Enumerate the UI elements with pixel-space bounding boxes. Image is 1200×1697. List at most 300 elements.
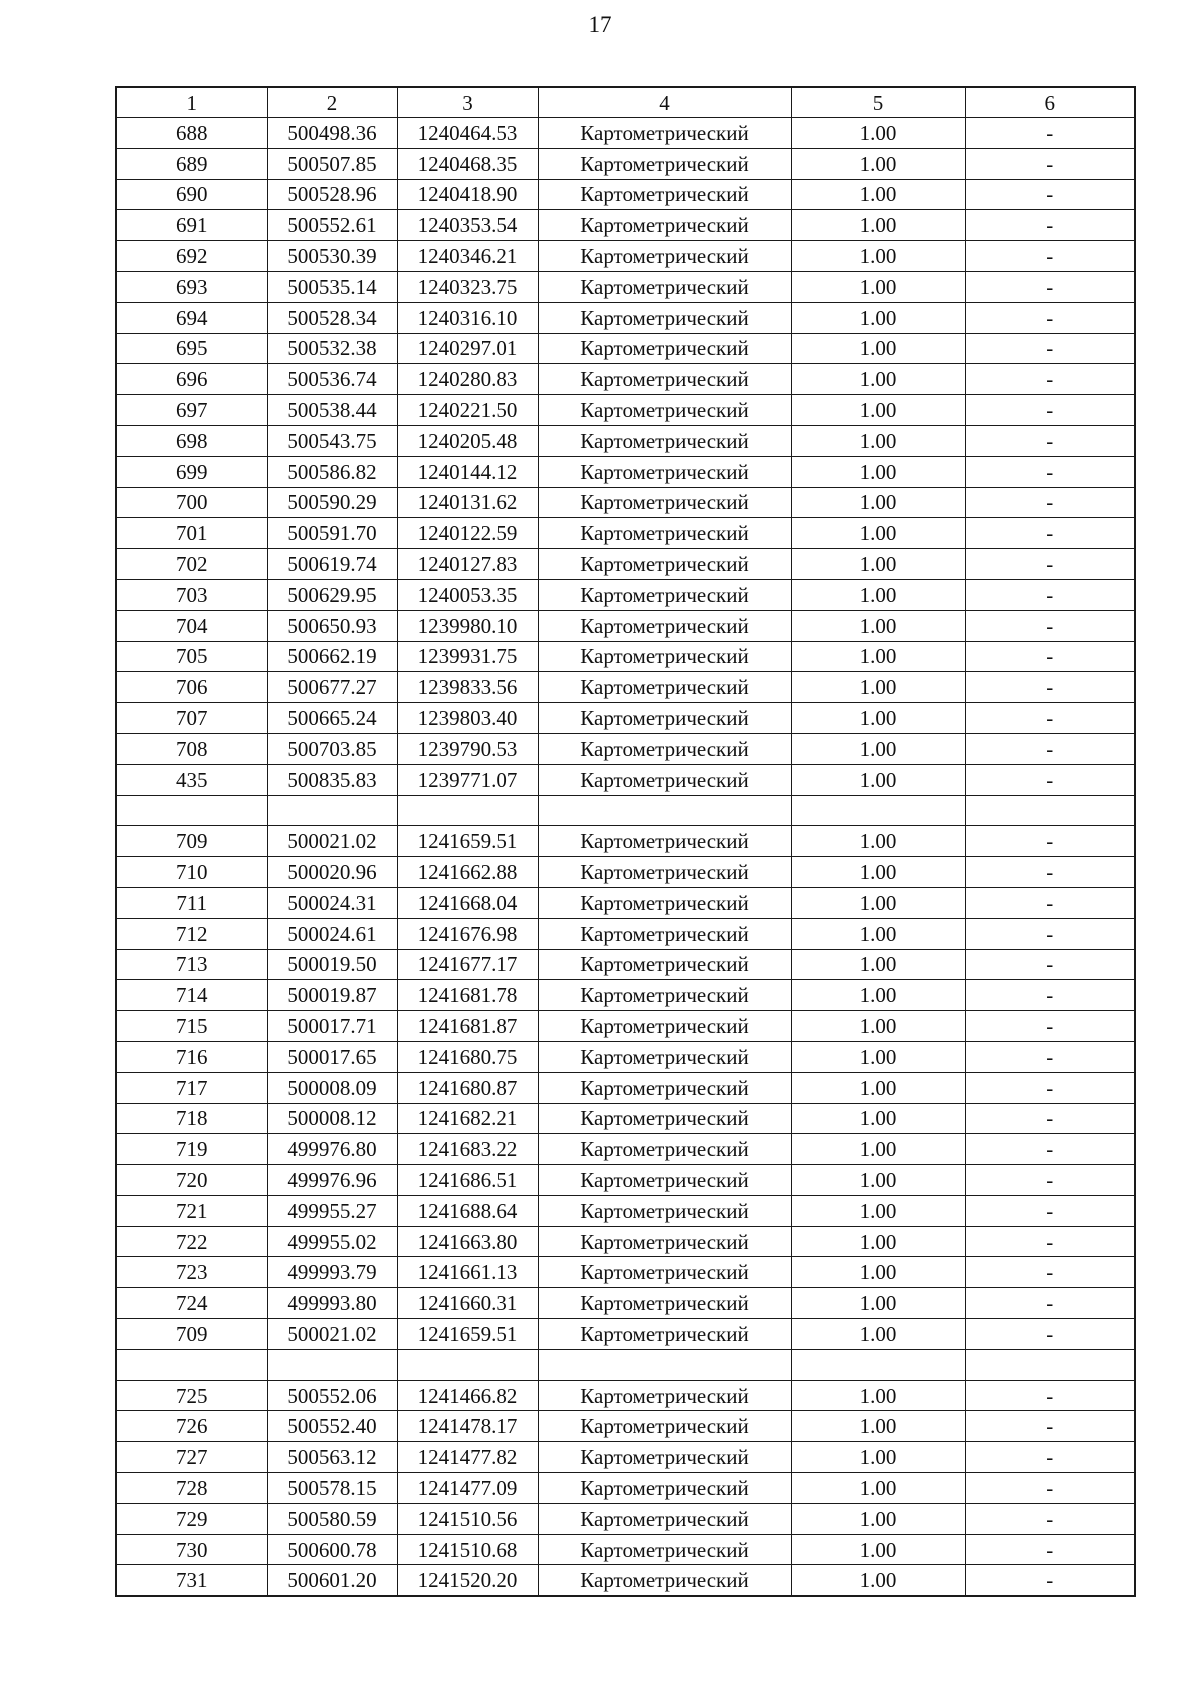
accuracy-cell: [791, 795, 965, 826]
x-coordinate-cell: 499976.80: [267, 1134, 397, 1165]
accuracy-cell: 1.00: [791, 179, 965, 210]
y-coordinate-cell: 1241688.64: [397, 1195, 538, 1226]
method-cell: Картометрический: [538, 395, 791, 426]
accuracy-cell: 1.00: [791, 1041, 965, 1072]
point-number-cell: 692: [116, 241, 267, 272]
accuracy-cell: 1.00: [791, 1257, 965, 1288]
method-cell: Картометрический: [538, 1165, 791, 1196]
accuracy-cell: 1.00: [791, 1195, 965, 1226]
y-coordinate-cell: 1241677.17: [397, 949, 538, 980]
description-cell: -: [965, 826, 1135, 857]
accuracy-cell: 1.00: [791, 764, 965, 795]
y-coordinate-cell: 1241676.98: [397, 918, 538, 949]
description-cell: -: [965, 1011, 1135, 1042]
accuracy-cell: 1.00: [791, 1534, 965, 1565]
accuracy-cell: 1.00: [791, 302, 965, 333]
x-coordinate-cell: 500019.50: [267, 949, 397, 980]
method-cell: Картометрический: [538, 518, 791, 549]
y-coordinate-cell: 1240353.54: [397, 210, 538, 241]
table-row: [116, 549, 1135, 580]
accuracy-cell: 1.00: [791, 118, 965, 149]
x-coordinate-cell: 500021.02: [267, 1319, 397, 1350]
x-coordinate-cell: 500008.12: [267, 1103, 397, 1134]
x-coordinate-cell: 500590.29: [267, 487, 397, 518]
point-number-cell: 691: [116, 210, 267, 241]
x-coordinate-cell: 500507.85: [267, 148, 397, 179]
table-row: [116, 1134, 1135, 1165]
point-number-cell: 729: [116, 1503, 267, 1534]
x-coordinate-cell: 500536.74: [267, 364, 397, 395]
method-cell: Картометрический: [538, 733, 791, 764]
y-coordinate-cell: 1241510.68: [397, 1534, 538, 1565]
description-cell: -: [965, 210, 1135, 241]
y-coordinate-cell: 1240418.90: [397, 179, 538, 210]
x-coordinate-cell: 500530.39: [267, 241, 397, 272]
accuracy-cell: 1.00: [791, 1411, 965, 1442]
y-coordinate-cell: 1240316.10: [397, 302, 538, 333]
table-row: [116, 826, 1135, 857]
description-cell: -: [965, 364, 1135, 395]
point-number-cell: 716: [116, 1041, 267, 1072]
y-coordinate-cell: [397, 795, 538, 826]
description-cell: -: [965, 1041, 1135, 1072]
table-row: [116, 518, 1135, 549]
accuracy-cell: 1.00: [791, 949, 965, 980]
y-coordinate-cell: 1240297.01: [397, 333, 538, 364]
x-coordinate-cell: 499993.79: [267, 1257, 397, 1288]
point-number-cell: 724: [116, 1288, 267, 1319]
x-coordinate-cell: 500601.20: [267, 1565, 397, 1596]
description-cell: -: [965, 949, 1135, 980]
description-cell: -: [965, 487, 1135, 518]
method-cell: [538, 795, 791, 826]
x-coordinate-cell: 500552.06: [267, 1380, 397, 1411]
accuracy-cell: 1.00: [791, 148, 965, 179]
accuracy-cell: 1.00: [791, 425, 965, 456]
method-cell: Картометрический: [538, 1195, 791, 1226]
table-row: [116, 302, 1135, 333]
description-cell: -: [965, 1319, 1135, 1350]
method-cell: Картометрический: [538, 302, 791, 333]
point-number-cell: 700: [116, 487, 267, 518]
description-cell: -: [965, 333, 1135, 364]
y-coordinate-cell: 1241681.87: [397, 1011, 538, 1042]
point-number-cell: 717: [116, 1072, 267, 1103]
accuracy-cell: 1.00: [791, 1103, 965, 1134]
method-cell: Картометрический: [538, 641, 791, 672]
y-coordinate-cell: 1241663.80: [397, 1226, 538, 1257]
table-row: [116, 1534, 1135, 1565]
accuracy-cell: 1.00: [791, 1319, 965, 1350]
y-coordinate-cell: 1240205.48: [397, 425, 538, 456]
table-row: [116, 949, 1135, 980]
table-row: [116, 1442, 1135, 1473]
y-coordinate-cell: 1240468.35: [397, 148, 538, 179]
description-cell: -: [965, 610, 1135, 641]
point-number-cell: 699: [116, 456, 267, 487]
description-cell: -: [965, 857, 1135, 888]
page-number: 17: [588, 12, 612, 37]
y-coordinate-cell: 1240131.62: [397, 487, 538, 518]
point-number-cell: 696: [116, 364, 267, 395]
y-coordinate-cell: 1241510.56: [397, 1503, 538, 1534]
method-cell: Картометрический: [538, 1103, 791, 1134]
y-coordinate-cell: 1241680.75: [397, 1041, 538, 1072]
method-cell: Картометрический: [538, 1072, 791, 1103]
table-row: [116, 1288, 1135, 1319]
method-cell: Картометрический: [538, 1011, 791, 1042]
point-number-cell: 728: [116, 1473, 267, 1504]
point-number-cell: 730: [116, 1534, 267, 1565]
table-row: [116, 148, 1135, 179]
table-row: [116, 918, 1135, 949]
point-number-cell: 714: [116, 980, 267, 1011]
table-row: [116, 1565, 1135, 1596]
point-number-cell: 722: [116, 1226, 267, 1257]
x-coordinate-cell: 500591.70: [267, 518, 397, 549]
column-header-6: 6: [965, 87, 1135, 118]
method-cell: Картометрический: [538, 579, 791, 610]
method-cell: Картометрический: [538, 549, 791, 580]
method-cell: Картометрический: [538, 949, 791, 980]
y-coordinate-cell: 1241682.21: [397, 1103, 538, 1134]
point-number-cell: 703: [116, 579, 267, 610]
description-cell: -: [965, 1134, 1135, 1165]
y-coordinate-cell: 1240323.75: [397, 271, 538, 302]
description-cell: -: [965, 549, 1135, 580]
table-row: [116, 395, 1135, 426]
x-coordinate-cell: 500543.75: [267, 425, 397, 456]
description-cell: -: [965, 118, 1135, 149]
y-coordinate-cell: 1241680.87: [397, 1072, 538, 1103]
column-header-1: 1: [116, 87, 267, 118]
x-coordinate-cell: 500586.82: [267, 456, 397, 487]
y-coordinate-cell: 1240127.83: [397, 549, 538, 580]
method-cell: [538, 1349, 791, 1380]
x-coordinate-cell: 500019.87: [267, 980, 397, 1011]
x-coordinate-cell: 500578.15: [267, 1473, 397, 1504]
method-cell: Картометрический: [538, 610, 791, 641]
description-cell: -: [965, 518, 1135, 549]
x-coordinate-cell: 500677.27: [267, 672, 397, 703]
table-row: [116, 1072, 1135, 1103]
description-cell: [965, 1349, 1135, 1380]
accuracy-cell: 1.00: [791, 364, 965, 395]
description-cell: -: [965, 887, 1135, 918]
point-number-cell: [116, 795, 267, 826]
table-row: [116, 764, 1135, 795]
method-cell: Картометрический: [538, 980, 791, 1011]
method-cell: Картометрический: [538, 487, 791, 518]
point-number-cell: 698: [116, 425, 267, 456]
accuracy-cell: 1.00: [791, 518, 965, 549]
method-cell: Картометрический: [538, 1534, 791, 1565]
method-cell: Картометрический: [538, 1411, 791, 1442]
point-number-cell: 707: [116, 703, 267, 734]
x-coordinate-cell: [267, 1349, 397, 1380]
point-number-cell: 688: [116, 118, 267, 149]
point-number-cell: 706: [116, 672, 267, 703]
point-number-cell: 704: [116, 610, 267, 641]
x-coordinate-cell: 500024.61: [267, 918, 397, 949]
description-cell: -: [965, 425, 1135, 456]
y-coordinate-cell: 1241477.82: [397, 1442, 538, 1473]
description-cell: -: [965, 1380, 1135, 1411]
description-cell: -: [965, 764, 1135, 795]
x-coordinate-cell: 500563.12: [267, 1442, 397, 1473]
coordinates-table: [115, 86, 1136, 1597]
y-coordinate-cell: 1241520.20: [397, 1565, 538, 1596]
method-cell: Картометрический: [538, 271, 791, 302]
y-coordinate-cell: 1241661.13: [397, 1257, 538, 1288]
x-coordinate-cell: [267, 795, 397, 826]
table-row: [116, 1195, 1135, 1226]
description-cell: -: [965, 1288, 1135, 1319]
point-number-cell: 726: [116, 1411, 267, 1442]
table-row: [116, 887, 1135, 918]
table-row: [116, 118, 1135, 149]
accuracy-cell: 1.00: [791, 579, 965, 610]
accuracy-cell: 1.00: [791, 703, 965, 734]
description-cell: -: [965, 579, 1135, 610]
y-coordinate-cell: 1240221.50: [397, 395, 538, 426]
y-coordinate-cell: 1239833.56: [397, 672, 538, 703]
x-coordinate-cell: 500629.95: [267, 579, 397, 610]
method-cell: Картометрический: [538, 1473, 791, 1504]
method-cell: Картометрический: [538, 1257, 791, 1288]
table-row: [116, 333, 1135, 364]
accuracy-cell: 1.00: [791, 1442, 965, 1473]
point-number-cell: 709: [116, 1319, 267, 1350]
y-coordinate-cell: 1241659.51: [397, 826, 538, 857]
x-coordinate-cell: 499955.02: [267, 1226, 397, 1257]
method-cell: Картометрический: [538, 179, 791, 210]
accuracy-cell: 1.00: [791, 1011, 965, 1042]
accuracy-cell: 1.00: [791, 210, 965, 241]
table-row: [116, 271, 1135, 302]
y-coordinate-cell: 1239803.40: [397, 703, 538, 734]
description-cell: -: [965, 703, 1135, 734]
x-coordinate-cell: 500703.85: [267, 733, 397, 764]
accuracy-cell: 1.00: [791, 887, 965, 918]
description-cell: -: [965, 641, 1135, 672]
y-coordinate-cell: 1239771.07: [397, 764, 538, 795]
table-row: [116, 1103, 1135, 1134]
description-cell: -: [965, 179, 1135, 210]
table-row: [116, 1349, 1135, 1380]
table-row: [116, 1503, 1135, 1534]
description-cell: -: [965, 1442, 1135, 1473]
y-coordinate-cell: 1240280.83: [397, 364, 538, 395]
point-number-cell: 719: [116, 1134, 267, 1165]
table-row: [116, 610, 1135, 641]
x-coordinate-cell: 500580.59: [267, 1503, 397, 1534]
point-number-cell: 710: [116, 857, 267, 888]
accuracy-cell: 1.00: [791, 733, 965, 764]
accuracy-cell: 1.00: [791, 1072, 965, 1103]
method-cell: Картометрический: [538, 425, 791, 456]
table-row: [116, 1041, 1135, 1072]
method-cell: Картометрический: [538, 456, 791, 487]
table-row: [116, 241, 1135, 272]
table-row: [116, 1473, 1135, 1504]
x-coordinate-cell: 500021.02: [267, 826, 397, 857]
y-coordinate-cell: 1241681.78: [397, 980, 538, 1011]
x-coordinate-cell: 500532.38: [267, 333, 397, 364]
method-cell: Картометрический: [538, 118, 791, 149]
description-cell: -: [965, 1226, 1135, 1257]
x-coordinate-cell: 500600.78: [267, 1534, 397, 1565]
table-row: [116, 456, 1135, 487]
method-cell: Картометрический: [538, 364, 791, 395]
table-body: [116, 118, 1135, 1597]
accuracy-cell: 1.00: [791, 456, 965, 487]
x-coordinate-cell: 500498.36: [267, 118, 397, 149]
point-number-cell: 694: [116, 302, 267, 333]
description-cell: -: [965, 302, 1135, 333]
point-number-cell: 689: [116, 148, 267, 179]
point-number-cell: [116, 1349, 267, 1380]
description-cell: -: [965, 1195, 1135, 1226]
y-coordinate-cell: 1239931.75: [397, 641, 538, 672]
point-number-cell: 715: [116, 1011, 267, 1042]
accuracy-cell: 1.00: [791, 980, 965, 1011]
method-cell: Картометрический: [538, 1226, 791, 1257]
description-cell: -: [965, 1534, 1135, 1565]
point-number-cell: 720: [116, 1165, 267, 1196]
y-coordinate-cell: 1241660.31: [397, 1288, 538, 1319]
table-row: [116, 857, 1135, 888]
table-row: [116, 364, 1135, 395]
x-coordinate-cell: 500665.24: [267, 703, 397, 734]
table-row: [116, 1257, 1135, 1288]
y-coordinate-cell: 1240144.12: [397, 456, 538, 487]
x-coordinate-cell: 500662.19: [267, 641, 397, 672]
accuracy-cell: 1.00: [791, 1165, 965, 1196]
method-cell: Картометрический: [538, 918, 791, 949]
accuracy-cell: 1.00: [791, 672, 965, 703]
method-cell: Картометрический: [538, 703, 791, 734]
table-row: [116, 210, 1135, 241]
description-cell: -: [965, 918, 1135, 949]
y-coordinate-cell: [397, 1349, 538, 1380]
method-cell: Картометрический: [538, 1442, 791, 1473]
x-coordinate-cell: 500650.93: [267, 610, 397, 641]
x-coordinate-cell: 499976.96: [267, 1165, 397, 1196]
accuracy-cell: 1.00: [791, 487, 965, 518]
y-coordinate-cell: 1240053.35: [397, 579, 538, 610]
x-coordinate-cell: 500528.96: [267, 179, 397, 210]
method-cell: Картометрический: [538, 1041, 791, 1072]
point-number-cell: 435: [116, 764, 267, 795]
point-number-cell: 693: [116, 271, 267, 302]
method-cell: Картометрический: [538, 1134, 791, 1165]
point-number-cell: 709: [116, 826, 267, 857]
table-row: [116, 487, 1135, 518]
table-row: [116, 672, 1135, 703]
point-number-cell: 697: [116, 395, 267, 426]
accuracy-cell: 1.00: [791, 549, 965, 580]
accuracy-cell: 1.00: [791, 1503, 965, 1534]
description-cell: -: [965, 1072, 1135, 1103]
description-cell: -: [965, 980, 1135, 1011]
table-row: [116, 733, 1135, 764]
column-header-4: 4: [538, 87, 791, 118]
table-row: [116, 1226, 1135, 1257]
accuracy-cell: 1.00: [791, 1380, 965, 1411]
method-cell: Картометрический: [538, 333, 791, 364]
description-cell: -: [965, 241, 1135, 272]
description-cell: -: [965, 1257, 1135, 1288]
x-coordinate-cell: 500017.65: [267, 1041, 397, 1072]
x-coordinate-cell: 500835.83: [267, 764, 397, 795]
point-number-cell: 721: [116, 1195, 267, 1226]
accuracy-cell: 1.00: [791, 1288, 965, 1319]
description-cell: -: [965, 1411, 1135, 1442]
description-cell: [965, 795, 1135, 826]
point-number-cell: 725: [116, 1380, 267, 1411]
method-cell: Картометрический: [538, 1288, 791, 1319]
table-row: [116, 1011, 1135, 1042]
method-cell: Картометрический: [538, 1565, 791, 1596]
accuracy-cell: 1.00: [791, 610, 965, 641]
table-row: [116, 641, 1135, 672]
y-coordinate-cell: 1241477.09: [397, 1473, 538, 1504]
x-coordinate-cell: 500024.31: [267, 887, 397, 918]
column-header-5: 5: [791, 87, 965, 118]
table-row: [116, 1165, 1135, 1196]
y-coordinate-cell: 1241466.82: [397, 1380, 538, 1411]
point-number-cell: 702: [116, 549, 267, 580]
table-header: [116, 87, 1135, 118]
method-cell: Картометрический: [538, 241, 791, 272]
point-number-cell: 711: [116, 887, 267, 918]
accuracy-cell: 1.00: [791, 333, 965, 364]
header-row: [116, 87, 1135, 118]
x-coordinate-cell: 500528.34: [267, 302, 397, 333]
accuracy-cell: 1.00: [791, 1134, 965, 1165]
y-coordinate-cell: 1240346.21: [397, 241, 538, 272]
x-coordinate-cell: 500020.96: [267, 857, 397, 888]
accuracy-cell: 1.00: [791, 641, 965, 672]
y-coordinate-cell: 1240464.53: [397, 118, 538, 149]
y-coordinate-cell: 1241686.51: [397, 1165, 538, 1196]
y-coordinate-cell: 1240122.59: [397, 518, 538, 549]
accuracy-cell: 1.00: [791, 857, 965, 888]
accuracy-cell: 1.00: [791, 395, 965, 426]
accuracy-cell: 1.00: [791, 1565, 965, 1596]
x-coordinate-cell: 500552.40: [267, 1411, 397, 1442]
method-cell: Картометрический: [538, 887, 791, 918]
x-coordinate-cell: 500552.61: [267, 210, 397, 241]
point-number-cell: 690: [116, 179, 267, 210]
point-number-cell: 708: [116, 733, 267, 764]
point-number-cell: 718: [116, 1103, 267, 1134]
point-number-cell: 712: [116, 918, 267, 949]
accuracy-cell: [791, 1349, 965, 1380]
table-row: [116, 579, 1135, 610]
table-row: [116, 703, 1135, 734]
y-coordinate-cell: 1241683.22: [397, 1134, 538, 1165]
description-cell: -: [965, 1473, 1135, 1504]
table-row: [116, 1319, 1135, 1350]
y-coordinate-cell: 1241659.51: [397, 1319, 538, 1350]
table-row: [116, 980, 1135, 1011]
y-coordinate-cell: 1241478.17: [397, 1411, 538, 1442]
y-coordinate-cell: 1241662.88: [397, 857, 538, 888]
x-coordinate-cell: 499955.27: [267, 1195, 397, 1226]
x-coordinate-cell: 499993.80: [267, 1288, 397, 1319]
